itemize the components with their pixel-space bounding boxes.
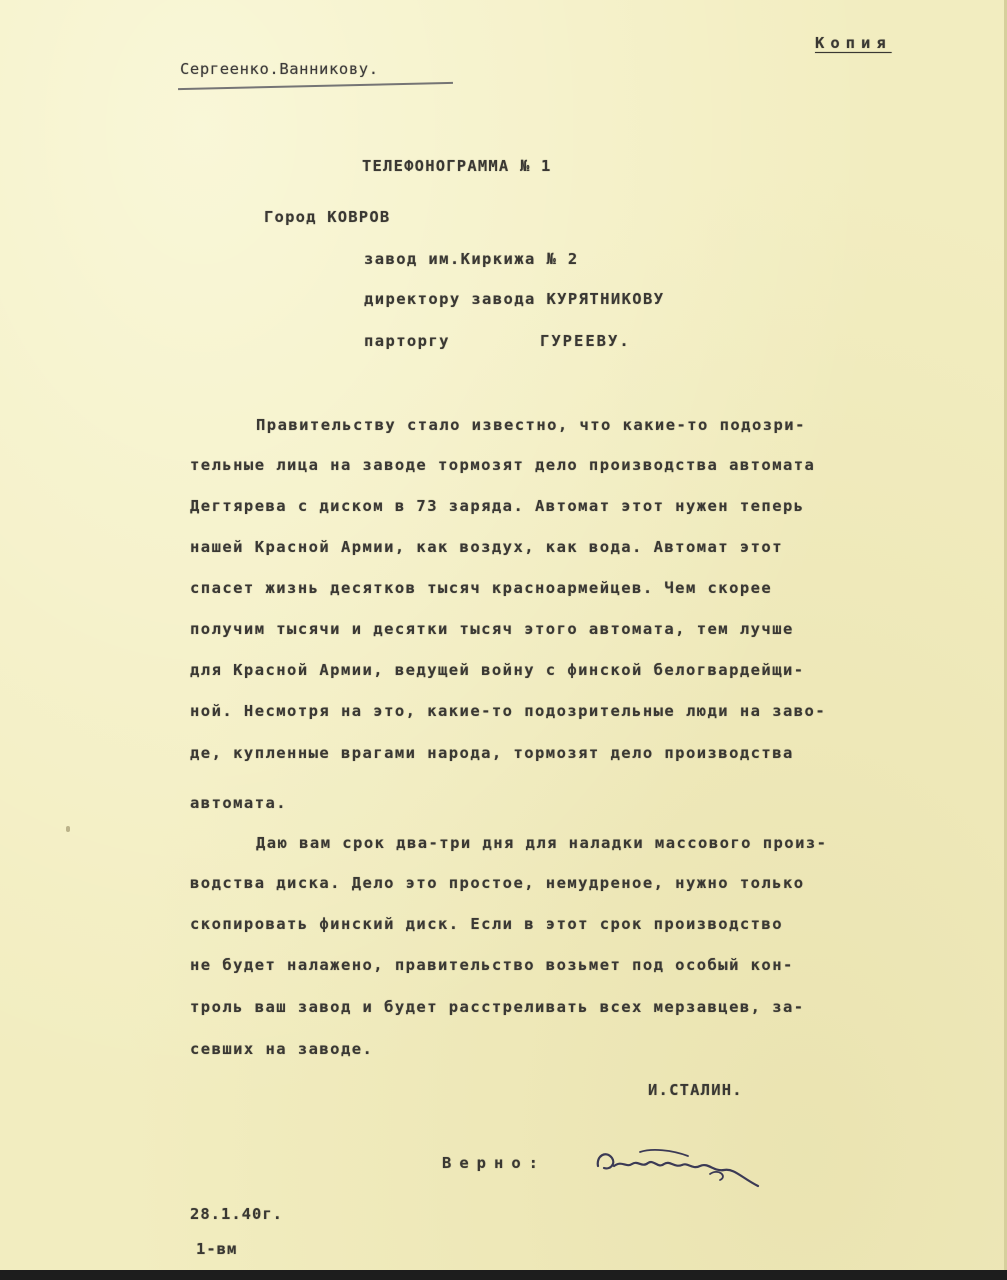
partorg-name: ГУРЕЕВУ. <box>540 332 631 350</box>
body-line: севших на заводе. <box>190 1040 374 1058</box>
addressee: Сергеенко.Ванникову. <box>180 60 379 78</box>
document-title: ТЕЛЕФОНОГРАММА № 1 <box>362 157 552 175</box>
margin-mark <box>66 826 70 832</box>
address-line: директору завода КУРЯТНИКОВУ <box>364 290 665 308</box>
body-line: Дегтярева с диском в 73 заряда. Автомат этот нужен теперь <box>190 497 805 515</box>
body-line: получим тысячи и десятки тысяч этого автомата, тем лучше <box>190 620 794 638</box>
body-line: Даю вам срок два-три дня для наладки массового произ- <box>256 834 828 852</box>
copies-note: 1-вм <box>196 1240 238 1258</box>
body-line: скопировать финский диск. Если в этот срок производство <box>190 915 783 933</box>
body-line: Правительству стало известно, что какие-то подозри- <box>256 416 806 434</box>
body-line: водства диска. Дело это простое, немудреное, нужно только <box>190 874 805 892</box>
body-line: ной. Несмотря на это, какие-то подозрительные люди на заво- <box>190 702 827 720</box>
verno-label: Верно: <box>442 1154 546 1172</box>
address-line: завод им.Киркижа № 2 <box>364 250 579 268</box>
signer-name: И.СТАЛИН. <box>648 1081 743 1099</box>
body-line: автомата. <box>190 794 288 812</box>
copy-stamp: Копия <box>815 34 892 52</box>
body-line: троль ваш завод и будет расстреливать всех мерзавцев, за- <box>190 998 805 1016</box>
body-line: спасет жизнь десятков тысяч красноармейцев. Чем скорее <box>190 579 773 597</box>
body-line: не будет налажено, правительство возьмет под особый кон- <box>190 956 794 974</box>
body-line: де, купленные врагами народа, тормозят дело производства <box>190 744 794 762</box>
document-date: 28.1.40г. <box>190 1205 283 1223</box>
handwritten-signature <box>592 1138 767 1193</box>
addressee-underline <box>178 82 453 90</box>
address-line: парторгу <box>364 332 450 350</box>
city-line: Город КОВРОВ <box>264 208 391 226</box>
body-line: нашей Красной Армии, как воздух, как вода. Автомат этот <box>190 538 783 556</box>
body-line: тельные лица на заводе тормозят дело производства автомата <box>190 456 816 474</box>
bottom-frame-bar <box>0 1270 1007 1280</box>
body-line: для Красной Армии, ведущей войну с финской белогвардейщи- <box>190 661 805 679</box>
